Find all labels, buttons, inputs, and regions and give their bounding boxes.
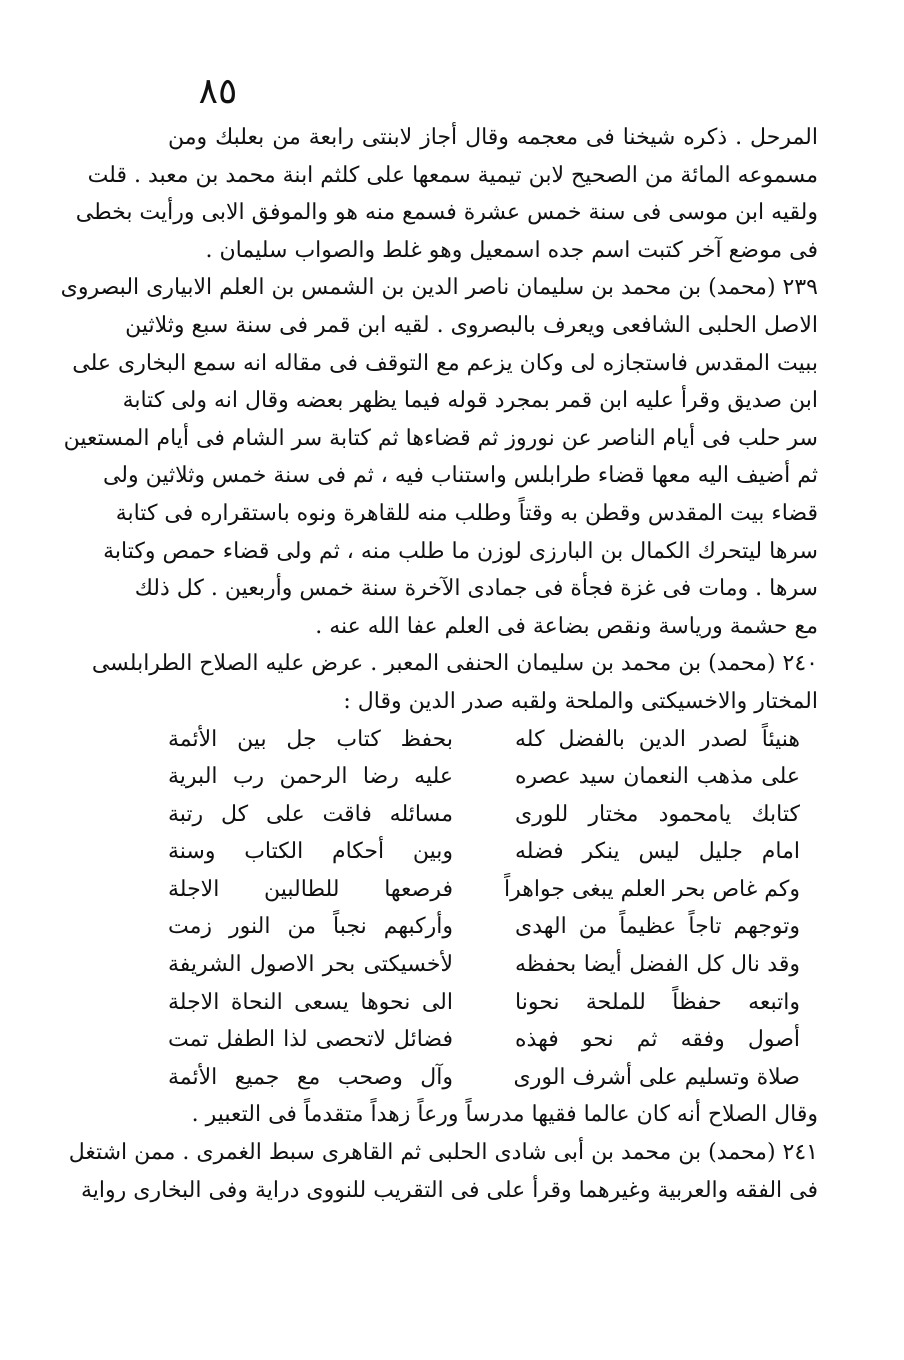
poem-verse	[168, 833, 800, 871]
text-line: مع حشمة ورياسة ونقص بضاعة فى العلم عفا الله عنه .	[315, 613, 818, 639]
page-number: ٨٥	[198, 71, 238, 112]
text-line: ببيت المقدس فاستجازه لى وكان يزعم مع التوقف فى مقاله انه سمع البخارى على	[72, 350, 818, 376]
poem-verse	[168, 758, 800, 796]
text-line: سرها . ومات فى غزة فجأة فى جمادى الآخرة سنة خمس وأربعين . كل ذلك	[134, 576, 818, 602]
verse-second-half: لأخسيكتى بحر الاصول الشريفة	[168, 952, 453, 978]
text-line: ثم أضيف اليه معها قضاء طرابلس واستناب فيه ، ثم فى سنة خمس وثلاثين ولى	[102, 463, 818, 489]
entry-239	[60, 269, 818, 645]
verse-second-half: وبين أحكام الكتاب وسنة	[168, 839, 453, 865]
poem-verse	[168, 984, 800, 1022]
text-line: الاصل الحلبى الشافعى ويعرف بالبصروى . لقيه ابن قمر فى سنة سبع وثلاثين	[125, 312, 818, 338]
poem-verse	[168, 946, 800, 984]
text-line: سرها ليتحرك الكمال بن البارزى لوزن ما طلب منه ، ثم ولى قضاء حمص وكتابة	[103, 538, 818, 564]
verse-second-half: فضائل لاتحصى لذا الطفل تمت	[168, 1027, 453, 1053]
verse-first-half: وكم غاص بحر العلم يبغى جواهراً	[504, 876, 800, 902]
verse-first-half: هنيئاً لصدر الدين بالفضل كله	[515, 726, 800, 752]
verse-first-half: وتوجهم تاجاً عظيماً من الهدى	[515, 914, 800, 940]
verse-first-half: امام جليل ليس ينكر فضله	[515, 839, 800, 865]
entry-241	[68, 1134, 818, 1209]
text-line: مسموعه المائة من الصحيح لابن تيمية سمعها على كلثم ابنة محمد بن معبد . قلت	[87, 162, 818, 188]
verse-second-half: وأركبهم نجباً من النور زمت	[168, 914, 453, 940]
poem-verse	[168, 721, 800, 759]
poem-verse	[168, 1059, 800, 1097]
text-line: المختار والاخسيكتى والملحة ولقبه صدر الدين وقال :	[343, 688, 818, 714]
verse-first-half: كتابك يامحمود مختار للورى	[515, 801, 800, 827]
verse-second-half: عليه رضا الرحمن رب البرية	[168, 764, 453, 790]
verse-first-half: صلاة وتسليم على أشرف الورى	[513, 1064, 800, 1090]
verse-second-half: مسائله فاقت على كل رتبة	[168, 801, 453, 827]
text-line: ٢٣٩ (محمد) بن محمد بن سليمان ناصر الدين بن الشمس بن العلم الابيارى البصروى	[60, 275, 818, 301]
entry-240	[91, 645, 818, 1134]
verse-first-half: على مذهب النعمان سيد عصره	[515, 764, 800, 790]
text-line: ٢٤٠ (محمد) بن محمد بن سليمان الحنفى المعبر . عرض عليه الصلاح الطرابلسى	[91, 651, 818, 677]
text-line: ٢٤١ (محمد) بن محمد بن أبى شادى الحلبى ثم القاهرى سبط الغمرى . ممن اشتغل	[68, 1140, 818, 1166]
text-line: وقال الصلاح أنه كان عالما فقيها مدرساً ورعاً زهداً متقدماً فى التعبير .	[191, 1102, 818, 1128]
verse-second-half: فرصعها للطالبين الاجلة	[168, 876, 453, 902]
verse-second-half: وآل وصحب مع جميع الأئمة	[168, 1064, 453, 1090]
text-line: قضاء بيت المقدس وقطن به وقتاً وطلب منه للقاهرة ونوه باستقراره فى كتابة	[115, 500, 818, 526]
page-body	[60, 119, 818, 1209]
poem-verse	[168, 1021, 800, 1059]
text-line: سر حلب فى أيام الناصر عن نوروز ثم قضاءها ثم كتابة سر الشام فى أيام المستعين	[63, 425, 818, 451]
text-line: فى الفقه والعربية وغيرهما وقرأ على فى التقريب للنووى دراية وفى البخارى رواية	[81, 1177, 818, 1203]
text-line: ابن صديق وقرأ عليه ابن قمر بمجرد قوله فيما يظهر بعضه وقال انه ولى كتابة	[122, 388, 818, 414]
poem	[168, 721, 818, 1097]
verse-first-half: وقد نال كل الفضل أيضا بحفظه	[515, 952, 800, 978]
entry-238-continuation	[75, 119, 818, 269]
text-line: ولقيه ابن موسى فى سنة خمس عشرة فسمع منه هو والموفق الابى ورأيت بخطى	[75, 200, 818, 226]
verse-first-half: واتبعه حفظاً للملحة نحونا	[515, 989, 800, 1015]
poem-verse	[168, 796, 800, 834]
verse-first-half: أصول وفقه ثم نحو فهذه	[515, 1027, 800, 1053]
poem-verse	[168, 871, 800, 909]
verse-second-half: الى نحوها يسعى النحاة الاجلة	[168, 989, 453, 1015]
poem-verse	[168, 908, 800, 946]
text-line: فى موضع آخر كتبت اسم جده اسمعيل وهو غلط والصواب سليمان .	[205, 237, 818, 263]
text-line: المرحل . ذكره شيخنا فى معجمه وقال أجاز لابنتى رابعة من بعلبك ومن	[168, 125, 818, 150]
verse-second-half: بحفظ كتاب جل بين الأئمة	[168, 726, 453, 752]
